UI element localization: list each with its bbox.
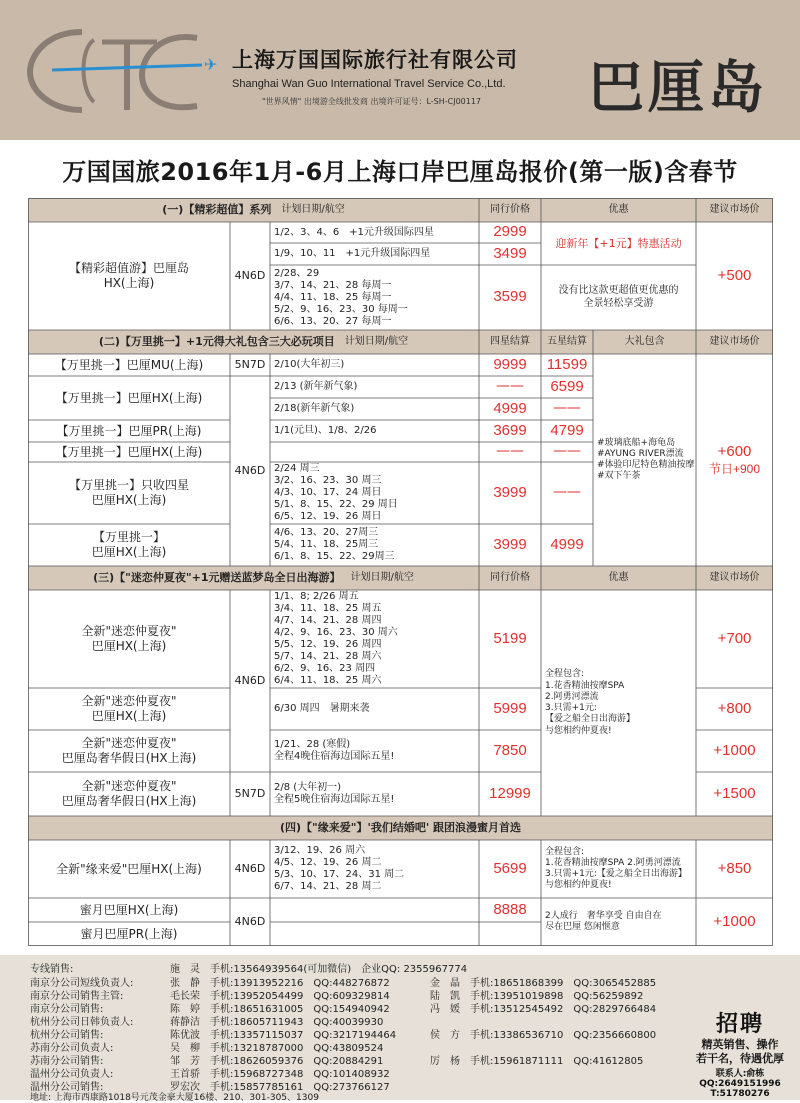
- contact-name: 陈优波: [170, 1030, 200, 1041]
- contact-info: 手机:15968727348 QQ:101408932: [210, 1069, 390, 1080]
- contact-info: 手机:13564939564(可加微信) 企业QQ: 2355967774: [210, 964, 468, 975]
- contact-info: 手机:13386536710 QQ:2356660800: [470, 1030, 657, 1041]
- contact-right-4: [430, 1026, 656, 1041]
- s2-nights-group: 4N6D: [234, 464, 266, 478]
- contact-info: 手机:13951019898 QQ:56259892: [470, 991, 644, 1002]
- address: 地址: 上海市西康路1018号元茂金豪大厦16楼、210、301-305、1309: [30, 1093, 319, 1103]
- contact-info: 手机:13913952216 QQ:448276872: [210, 978, 390, 989]
- s3-row2-market: +800: [717, 699, 752, 717]
- s3-row4-product: 全新"迷恋仲夏夜" 巴厘岛奢华假日(HX上海): [61, 779, 197, 808]
- s3-row2-product: 全新"迷恋仲夏夜" 巴厘HX(上海): [81, 694, 177, 723]
- s2-row6-dates: 2/24 周三 3/2、16、23、30 周三 4/3、10、17、24 周日 5/1、8、15、22、29 周日 6/5、12、19、26 周日: [274, 463, 398, 522]
- s2-row2-p5: 6599: [550, 377, 584, 395]
- s1-row1-price: 2999: [493, 223, 527, 241]
- contact-role: 温州分公司负责人:: [30, 1069, 114, 1080]
- recruitment-notice: [688, 1007, 792, 1099]
- s2-row6-p5: ——: [553, 484, 581, 501]
- contact-name: 张 静: [170, 978, 200, 989]
- s1-promo-newyear: 迎新年【+1元】特惠活动: [555, 236, 682, 250]
- s1-promo-value: 没有比这款更超值更优惠的 全景轻松享受游: [558, 285, 679, 309]
- company-logo: [22, 20, 222, 120]
- s1-row2-dates: 1/9、10、11 +1元升级国际四星: [274, 248, 431, 259]
- contact-info: 手机:13218787000 QQ:43809524: [210, 1043, 384, 1054]
- price-table: [28, 198, 773, 946]
- contact-name: 陆 凯: [430, 991, 460, 1002]
- s2-row7-product: 【万里挑一】 巴厘HX(上海): [91, 530, 167, 559]
- recruit-tel: T:51780276: [710, 1088, 770, 1099]
- s3-row3-price: 7850: [493, 741, 527, 759]
- contact-name: 冯 媛: [430, 1004, 460, 1015]
- contact-row-1: [30, 960, 467, 975]
- s3-row1-dates: 1/1、8; 2/26 周五 3/4、11、18、25 周五 4/7、14、21、28 周四 4/2、9、16、23、30 周六 5/5、12、19、26 周四 5/7、14、21、28 周六 6/2、9、16、23 周四 6/4、11、18、25 周六: [274, 591, 398, 686]
- s4-nights-group: 4N6D: [234, 915, 266, 929]
- contact-name: 陈 婷: [170, 1004, 200, 1015]
- s1-row2-price: 3499: [493, 244, 527, 262]
- s3-row3-market: +1000: [713, 741, 756, 759]
- s4-row2-price: 8888: [493, 900, 527, 918]
- contact-name: 施 灵: [170, 964, 200, 975]
- s2-row4-product: 【万里挑一】巴厘PR(上海): [56, 423, 202, 438]
- company-name-cn: 上海万国国际旅行社有限公司: [232, 48, 518, 72]
- contact-info: 手机:15857785161 QQ:273766127: [210, 1082, 390, 1093]
- section1-product: 【精彩超值游】巴厘岛 HX(上海): [68, 261, 189, 290]
- contact-info: 手机:15961871111 QQ:41612805: [470, 1056, 644, 1067]
- s2-row3-p4: 4999: [493, 399, 527, 417]
- s2-row1-dates: 2/10(大年初三): [274, 359, 345, 370]
- contact-right-3: [430, 1000, 656, 1015]
- contact-name: 毛长荣: [170, 991, 200, 1002]
- s2-row4-dates: 1/1(元旦)、1/8、2/26: [274, 425, 377, 436]
- col-promo: 优惠: [541, 198, 696, 222]
- contact-name: 王首骄: [170, 1069, 200, 1080]
- license-text: "世界风情" 出境游全线批发商 出境许可证号：L-SH-CJ00117: [262, 97, 482, 106]
- s2-row7-p4: 3999: [493, 535, 527, 553]
- s3-row1-product: 全新"迷恋仲夏夜" 巴厘HX(上海): [81, 624, 177, 653]
- contact-role: 南京分公司销售主管:: [30, 991, 124, 1002]
- s2-market-holiday: 节日+900: [708, 461, 761, 476]
- s3-row1-price: 5199: [493, 629, 527, 647]
- s1-row3-dates: 2/28、29 3/7、14、21、28 每周一 4/4、11、18、25 每周一 5/2、9、16、23、30 每周一 6/6、13、20、27 每周一: [274, 267, 408, 327]
- recruit-title: 招聘: [715, 1012, 764, 1037]
- s3-promo: 全程包含: 1.花香精油按摩SPA 2.阿勇河漂流 3.只需+1元: 【爱之船全日出海游】 与您相约仲夏夜!: [545, 669, 636, 736]
- contact-role: 苏南分公司负责人:: [30, 1043, 114, 1054]
- s2-row5-p4: ——: [496, 443, 524, 460]
- s3-row1-market: +700: [717, 629, 752, 647]
- section3-subtitle: 计划日期/航空: [350, 571, 414, 583]
- s1-market-price: +500: [717, 266, 752, 284]
- section4-header: (四)【"缘来爱"】'我们结婚吧' 跟团浪漫蜜月首选: [28, 816, 773, 840]
- section1-subtitle: 计划日期/航空: [281, 203, 345, 215]
- s2-row6-product: 【万里挑一】只收四星 巴厘HX(上海): [68, 478, 189, 507]
- header: [0, 0, 800, 140]
- svg-text:✈: ✈: [204, 55, 218, 74]
- contact-role: 杭州分公司销售:: [30, 1030, 104, 1041]
- s2-row2-p4: ——: [496, 378, 524, 395]
- s3-row2-dates: 6/30 周四 暑期来袭: [274, 703, 370, 714]
- s3-row4-dates: 2/8 (大年初一) 全程5晚住宿海边国际五星!: [274, 782, 395, 805]
- s1-row1-dates: 1/2、3、4、6 +1元升级国际四星: [274, 226, 434, 238]
- s3-row3-product: 全新"迷恋仲夏夜" 巴厘岛奢华假日(HX上海): [61, 736, 197, 765]
- s4-row1-nights: 4N6D: [234, 862, 266, 876]
- section3-title: (三)【"迷恋仲夏夜"+1元赠送蓝梦岛全日出海游】: [93, 571, 341, 585]
- section2-subtitle: 计划日期/航空: [344, 335, 409, 347]
- contact-info: 手机:18651631005 QQ:154940942: [210, 1004, 390, 1015]
- contact-name: 吴 柳: [170, 1043, 200, 1054]
- s2-gift: #玻璃底船+海龟岛 #AYUNG RIVER漂流 #体验印尼特色精油按摩 #双下午茶: [597, 437, 695, 482]
- s1-row3-price: 3599: [493, 288, 527, 306]
- col-market: 建议市场价: [696, 198, 773, 222]
- s2-row1-product: 【万里挑一】巴厘MU(上海): [54, 357, 204, 372]
- s4-row2-product: 蜜月巴厘HX(上海): [79, 902, 179, 917]
- section1-nights: 4N6D: [234, 269, 266, 283]
- recruit-line2: 若干名，待遇优厚: [696, 1051, 784, 1065]
- section2-title: (二)【万里挑一】+1元得大礼包含三大必玩项目: [98, 335, 335, 349]
- s2-row3-p5: ——: [553, 400, 581, 417]
- s2-row5-p5: ——: [553, 443, 581, 460]
- s4-row3-product: 蜜月巴厘PR(上海): [80, 926, 178, 941]
- s3-row2-price: 5999: [493, 699, 527, 717]
- recruit-qq: QQ:2649151996: [699, 1078, 781, 1089]
- page-title: 万国国旅2016年1月-6月上海口岸巴厘岛报价(第一版)含春节: [62, 158, 738, 186]
- col-promo-3: 优惠: [541, 566, 696, 590]
- contact-info: 手机:13357115037 QQ:3217194464: [210, 1030, 397, 1041]
- s4-row1-product: 全新"缘来爱"巴厘HX(上海): [56, 861, 202, 876]
- destination-title: 巴厘岛: [588, 56, 768, 121]
- s2-market-price: +600: [717, 443, 752, 461]
- contact-name: 蒋静洁: [170, 1017, 200, 1028]
- s2-row1-p4: 9999: [493, 355, 527, 373]
- contact-role: 温州分公司销售:: [30, 1082, 104, 1093]
- company-name-en: Shanghai Wan Guo International Travel Service Co.,Ltd.: [232, 78, 506, 90]
- contact-name: 厉 杨: [430, 1056, 460, 1067]
- s2-row7-dates: 4/6、13、20、27周三 5/4、11、18、25周三 6/1、8、15、22、29周三: [274, 527, 395, 562]
- s2-row5-product: 【万里挑一】巴厘HX(上海): [55, 444, 203, 459]
- s4-row1-promo: 全程包含: 1.花香精油按摩SPA 2.阿勇河漂流 3.只需+1元:【爱之船全日出海游】 与您相约仲夏夜!: [545, 846, 687, 891]
- s2-row3-dates: 2/18(新年新气象): [274, 403, 355, 414]
- contact-info: 手机:18626059376 QQ:20884291: [210, 1056, 384, 1067]
- s3-row3-dates: 1/21、28 (寒假) 全程4晚住宿海边国际五星!: [274, 739, 395, 762]
- col-price-3: 同行价格: [479, 566, 541, 590]
- contact-right-5: [430, 1052, 643, 1067]
- s3-nights-group: 4N6D: [234, 674, 266, 688]
- col-gift: 大礼包含: [593, 330, 696, 354]
- recruit-contact: 联系人:俞栋: [715, 1068, 765, 1079]
- s2-row6-p4: 3999: [493, 483, 527, 501]
- s2-row4-p4: 3699: [493, 421, 527, 439]
- contact-info: 手机:13952054499 QQ:609329814: [210, 991, 390, 1002]
- s2-row1-nights: 5N7D: [234, 358, 266, 372]
- s4-row1-price: 5699: [493, 859, 527, 877]
- s4-promo2: 2人成行 奢华享受 自由自在 尽在巴厘 悠闲惬意: [545, 910, 662, 932]
- s3-row4-nights: 5N7D: [234, 787, 266, 801]
- s4-row1-market: +850: [717, 859, 752, 877]
- contact-info: 手机:18605711943 QQ:40039930: [210, 1017, 384, 1028]
- s2-row7-p5: 4999: [550, 535, 584, 553]
- s4-market2: +1000: [713, 912, 756, 930]
- contact-info: 手机:18651868399 QQ:3065452885: [470, 978, 657, 989]
- recruit-line1: 精英销售、操作: [701, 1038, 779, 1051]
- s2-row1-p5: 11599: [546, 355, 588, 373]
- col-market-3: 建议市场价: [696, 566, 773, 590]
- s3-row4-market: +1500: [713, 784, 756, 802]
- s2-row2-product: 【万里挑一】巴厘HX(上海): [55, 390, 203, 405]
- contact-role: 南京分公司销售:: [30, 1004, 104, 1015]
- contact-name: 邹 芳: [170, 1056, 200, 1067]
- col-market-2: 建议市场价: [696, 330, 773, 354]
- contact-role: 苏南分公司销售:: [30, 1056, 104, 1067]
- col-5star: 五星结算: [541, 330, 593, 354]
- contact-name: 侯 方: [430, 1030, 460, 1041]
- contact-role: 南京分公司短线负责人:: [30, 978, 134, 989]
- table-grid-lines: [28, 198, 773, 946]
- s2-row4-p5: 4799: [550, 421, 584, 439]
- col-price: 同行价格: [479, 198, 541, 222]
- s2-row2-dates: 2/13 (新年新气象): [274, 381, 358, 392]
- contact-name: 罗宏次: [170, 1082, 200, 1093]
- contact-role: 杭州分公司日韩负责人:: [30, 1017, 134, 1028]
- contact-role: 专线销售:: [30, 964, 74, 975]
- col-4star: 四星结算: [479, 330, 541, 354]
- section1-title: (一)【精彩超值】系列: [162, 203, 272, 217]
- s3-row4-price: 12999: [489, 784, 531, 802]
- s4-row1-dates: 3/12、19、26 周六 4/5、12、19、26 周二 5/3、10、17、24、31 周二 6/7、14、21、28 周二: [274, 845, 405, 892]
- contact-info: 手机:13512545492 QQ:2829766484: [470, 1004, 657, 1015]
- contact-name: 金 晶: [430, 978, 460, 989]
